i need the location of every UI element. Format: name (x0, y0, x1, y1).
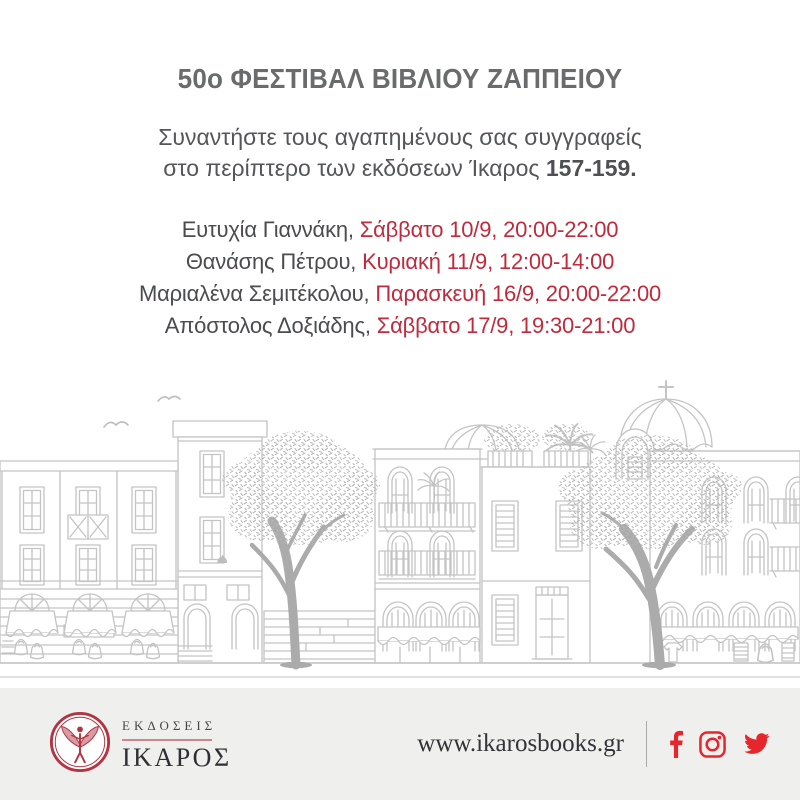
publisher-label: ΕΚΔΟΣΕΙΣ (122, 718, 217, 733)
subtitle-line1: Συναντήστε τους αγαπημένους σας συγγραφείς (158, 124, 642, 150)
footer-right (417, 688, 770, 800)
footer (0, 688, 800, 800)
publisher-name: ΙΚΑΡΟΣ (122, 743, 232, 772)
roof-garden (484, 424, 590, 454)
booth-numbers: 157-159. (545, 155, 637, 181)
ground (0, 663, 800, 677)
building-left (0, 461, 178, 663)
author-name: Θανάσης Πέτρου, (185, 249, 363, 274)
street-illustration (0, 375, 800, 688)
author-name: Μαριαλένα Σεμιτέκολου, (138, 281, 376, 306)
building-balconies (373, 449, 482, 663)
awning-icon (122, 611, 174, 637)
awning-icon (64, 611, 116, 637)
publisher-wordmark (122, 718, 232, 771)
author-name: Απόστολος Δοξιάδης, (164, 313, 377, 338)
banded-wall (264, 611, 376, 663)
social-icons (669, 730, 770, 758)
instagram-icon[interactable] (699, 731, 726, 758)
bird-icon (104, 397, 180, 428)
subtitle (0, 122, 800, 184)
schedule-row (0, 278, 800, 310)
event-slot: Σάββατο 10/9, 20:00-22:00 (359, 217, 619, 242)
schedule-row (0, 310, 800, 342)
event-slot: Παρασκευή 16/9, 20:00-22:00 (375, 281, 662, 306)
ikaros-logo (48, 710, 112, 774)
page-title: 50ο ΦΕΣΤΙΒΑΛ ΒΙΒΛΙΟΥ ΖΑΠΠΕΙΟΥ (177, 63, 623, 94)
subtitle-line2: στο περίπτερο των εκδόσεων Ίκαρος (163, 155, 546, 181)
schedule-list (0, 214, 800, 342)
facebook-icon[interactable] (669, 730, 683, 758)
footer-divider (646, 721, 647, 767)
event-slot: Σάββατο 17/9, 19:30-21:00 (376, 313, 636, 338)
twitter-icon[interactable] (742, 730, 770, 758)
website-link[interactable]: www.ikarosbooks.gr (417, 730, 624, 757)
wordmark-rule (122, 739, 212, 741)
event-slot: Κυριακή 11/9, 12:00-14:00 (362, 249, 615, 274)
x-balcony (68, 515, 108, 539)
awning-icon (6, 611, 58, 637)
schedule-row (0, 246, 800, 278)
author-name: Ευτυχία Γιαννάκη, (181, 217, 360, 242)
poster-text (0, 0, 800, 342)
schedule-row (0, 214, 800, 246)
